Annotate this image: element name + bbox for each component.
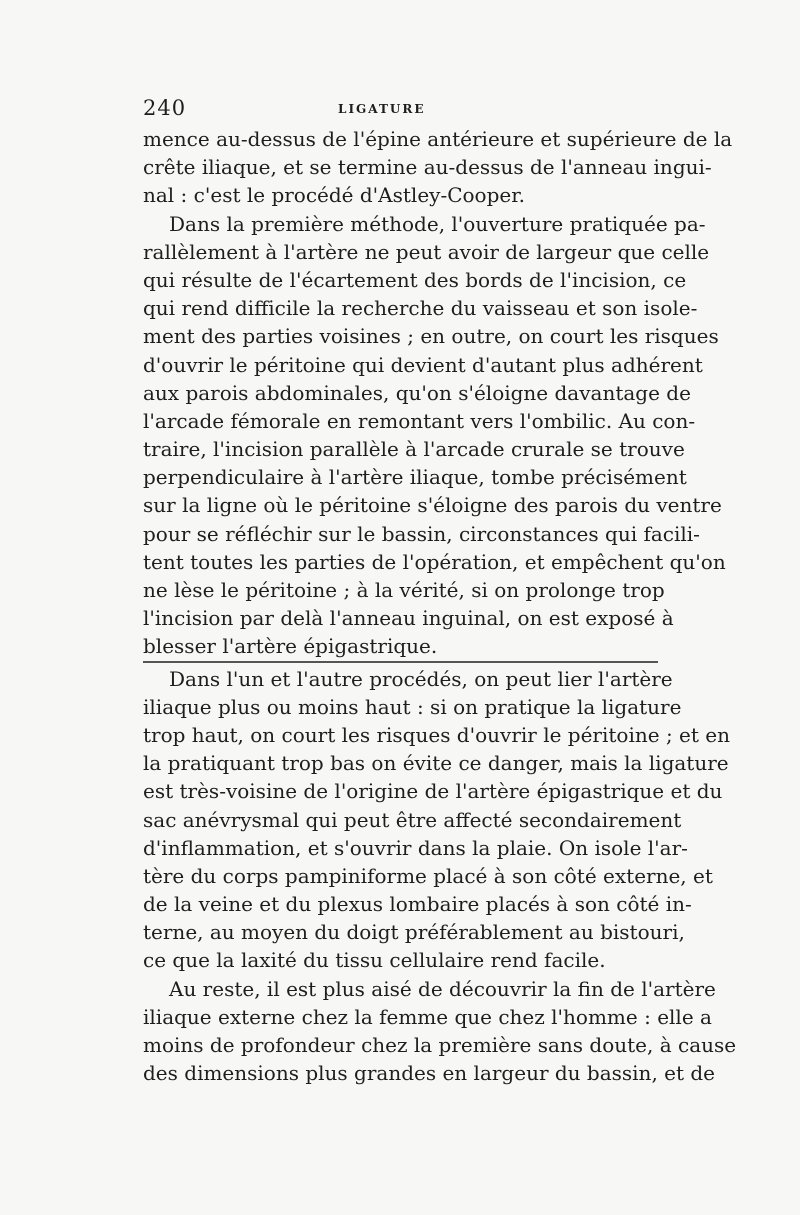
text-line: aux parois abdominales, qu'on s'éloigne davantage de xyxy=(143,380,691,405)
paragraph xyxy=(143,125,733,210)
text-line: Dans la première méthode, l'ouverture pratiquée pa- xyxy=(169,211,706,236)
text-line: crête iliaque, et se termine au-dessus de l'anneau ingui- xyxy=(143,155,712,180)
text-line: de la veine et du plexus lombaire placés à son côté in- xyxy=(143,892,692,917)
text-line: l'incision par delà l'anneau inguinal, on est exposé à xyxy=(143,606,674,631)
text-line: la pratiquant trop bas on évite ce danger, mais la ligature xyxy=(143,751,729,776)
text-line: perpendiculaire à l'artère iliaque, tombe précisément xyxy=(143,465,687,490)
text-line: nal : c'est le procédé d'Astley-Cooper. xyxy=(143,183,525,208)
text-line: blesser l'artère épigastrique. xyxy=(143,634,438,659)
body-text xyxy=(143,125,737,1087)
text-line: tère du corps pampiniforme placé à son côté externe, et xyxy=(143,863,713,888)
text-line: des dimensions plus grandes en largeur du bassin, et de xyxy=(143,1061,716,1086)
text-line: ne lèse le péritoine ; à la vérité, si on prolonge trop xyxy=(143,578,665,602)
text-line: l'arcade fémorale en remontant vers l'ombilic. Au con- xyxy=(143,408,696,433)
text-line: trop haut, on court les risques d'ouvrir le péritoine ; et en xyxy=(143,722,730,747)
text-line: terne, au moyen du doigt préférablement au bistouri, xyxy=(143,920,685,945)
text-line: sur la ligne où le péritoine s'éloigne des parois du ventre xyxy=(143,493,722,518)
text-line: iliaque plus ou moins haut : si on pratique la ligature xyxy=(143,694,682,719)
text-line: traire, l'incision parallèle à l'arcade crurale se trouve xyxy=(143,437,685,462)
paragraph xyxy=(143,665,730,975)
text-line: sac anévrysmal qui peut être affecté secondairement xyxy=(143,807,682,832)
text-line: Dans l'un et l'autre procédés, on peut lier l'artère xyxy=(169,666,673,691)
text-line: moins de profondeur chez la première sans doute, à cause xyxy=(143,1033,737,1057)
text-line: iliaque externe chez la femme que chez l'homme : elle a xyxy=(143,1004,712,1029)
text-line: mence au-dessus de l'épine antérieure et supérieure de la xyxy=(143,127,733,151)
running-head: LIGATURE xyxy=(338,102,426,116)
text-line: tent toutes les parties de l'opération, et empêchent qu'on xyxy=(143,549,726,574)
paragraph xyxy=(143,975,737,1088)
text-line: ment des parties voisines ; en outre, on court les risques xyxy=(143,324,719,349)
text-line: est très-voisine de l'origine de l'artère épigastrique et du xyxy=(143,779,723,804)
page-number: 240 xyxy=(143,96,187,120)
paragraph xyxy=(143,210,726,661)
divider xyxy=(143,661,658,663)
text-line: Au reste, il est plus aisé de découvrir la fin de l'artère xyxy=(169,976,716,1001)
text-line: qui rend difficile la recherche du vaisseau et son isole- xyxy=(143,296,698,321)
page-header xyxy=(143,96,658,124)
text-line: ce que la laxité du tissu cellulaire rend facile. xyxy=(143,948,606,973)
text-line: d'ouvrir le péritoine qui devient d'autant plus adhérent xyxy=(143,352,703,377)
text-line: rallèlement à l'artère ne peut avoir de largeur que celle xyxy=(143,239,710,264)
text-line: pour se réfléchir sur le bassin, circonstances qui facili- xyxy=(143,521,700,546)
text-line: d'inflammation, et s'ouvrir dans la plaie. On isole l'ar- xyxy=(143,835,688,860)
text-line: qui résulte de l'écartement des bords de l'incision, ce xyxy=(143,267,687,292)
